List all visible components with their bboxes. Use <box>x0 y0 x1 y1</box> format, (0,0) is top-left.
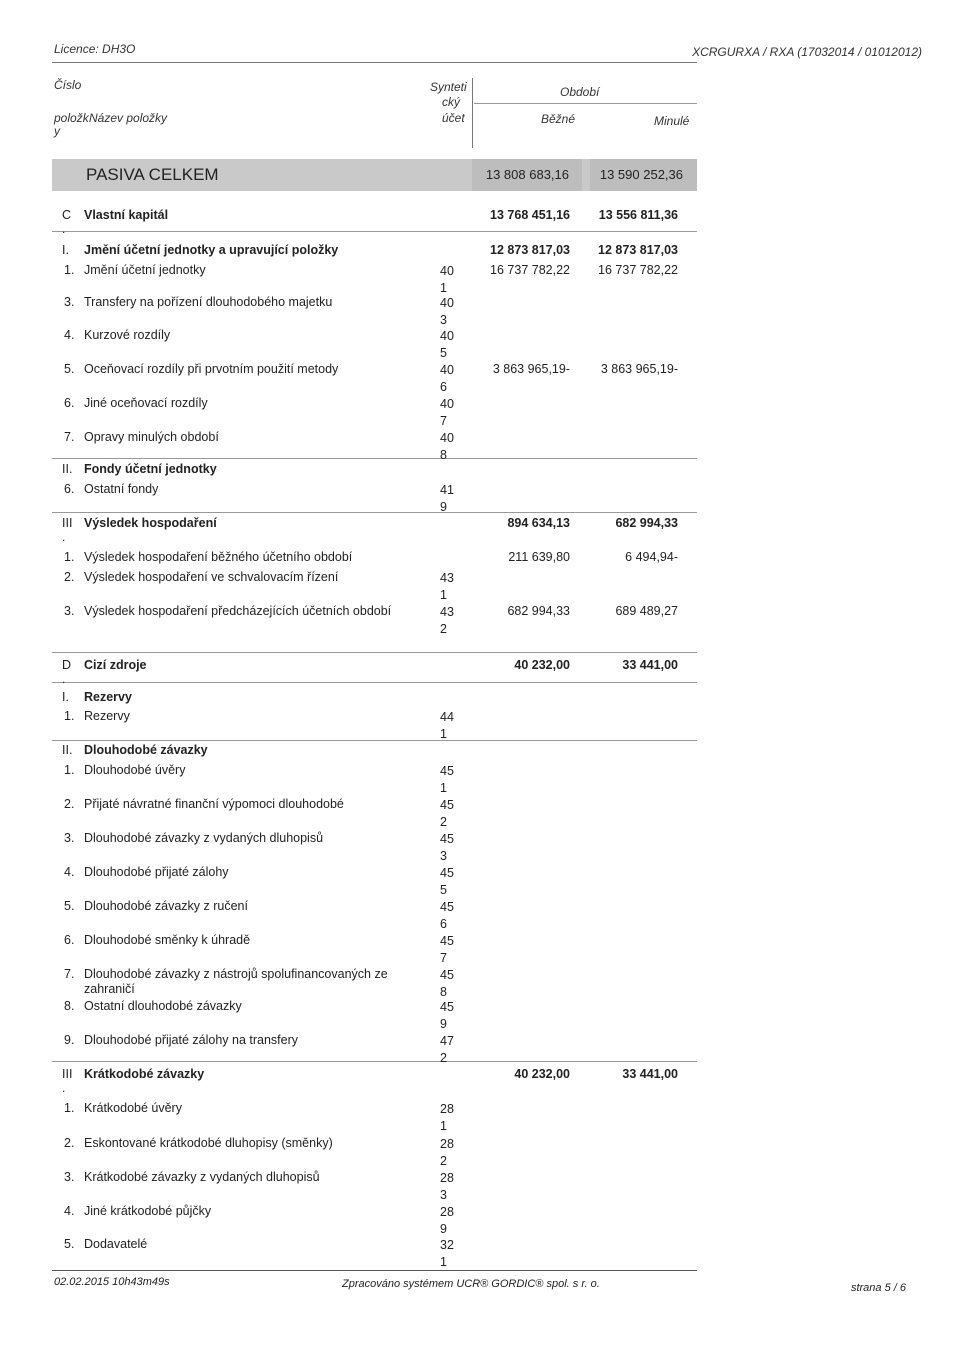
row-roman: III <box>62 1067 73 1081</box>
row-current: 3 863 965,19- <box>492 362 570 376</box>
table-row <box>0 999 960 1031</box>
table-row <box>0 570 960 602</box>
row-previous: 16 737 782,22 <box>598 263 678 277</box>
row-dot: . <box>62 672 66 686</box>
row-name: Jiné krátkodobé půjčky <box>84 1204 212 1218</box>
row-account: 40 6 <box>440 363 454 394</box>
row-account: 45 1 <box>440 764 454 795</box>
col-synteticky-2: cký <box>442 95 460 109</box>
row-number: 5. <box>64 899 75 913</box>
row-account: 28 2 <box>440 1137 454 1168</box>
table-row <box>0 967 960 999</box>
row-current: 12 873 817,03 <box>490 243 570 257</box>
row-account: 40 8 <box>440 431 454 462</box>
col-minule: Minulé <box>654 114 690 128</box>
col-y: y <box>54 124 60 138</box>
row-previous: 33 441,00 <box>622 1067 678 1081</box>
row-name: Opravy minulých období <box>84 430 219 444</box>
row-separator <box>52 512 697 513</box>
table-row <box>0 208 960 236</box>
row-number: 2. <box>64 570 75 584</box>
row-name: Kurzové rozdíly <box>84 328 171 342</box>
table-row <box>0 328 960 360</box>
row-separator <box>52 682 697 683</box>
row-number: 3. <box>64 604 75 618</box>
table-row <box>0 763 960 795</box>
row-account: 28 3 <box>440 1171 454 1202</box>
col-cislo: Číslo <box>54 78 82 92</box>
table-row <box>0 462 960 480</box>
table-row <box>0 516 960 544</box>
col-ucet: účet <box>442 111 465 125</box>
table-row <box>0 797 960 829</box>
row-account: 45 3 <box>440 832 454 863</box>
row-number: 1. <box>64 550 75 564</box>
row-number: 6. <box>64 482 75 496</box>
col-obdobi: Období <box>560 85 600 99</box>
row-name: Výsledek hospodaření předcházejících účetních období <box>84 604 392 618</box>
row-previous: 33 441,00 <box>622 658 678 672</box>
row-account: 45 5 <box>440 866 454 897</box>
row-name: Dlouhodobé přijaté zálohy na transfery <box>84 1033 299 1047</box>
row-separator <box>52 652 697 653</box>
row-current: 211 639,80 <box>508 550 570 564</box>
row-number: 1. <box>64 763 75 777</box>
row-roman: III <box>62 516 73 530</box>
row-name: Krátkodobé závazky <box>84 1067 205 1081</box>
row-name: Výsledek hospodaření ve schvalovacím řízení <box>84 570 339 584</box>
row-number: 1. <box>64 263 75 277</box>
row-number: 7. <box>64 430 75 444</box>
row-separator <box>52 458 697 459</box>
row-current: 40 232,00 <box>514 658 570 672</box>
row-previous: 682 994,33 <box>615 516 678 530</box>
row-name: Jmění účetní jednotky a upravující položky <box>84 243 339 257</box>
row-current: 13 768 451,16 <box>490 208 570 222</box>
row-name: Rezervy <box>84 709 130 723</box>
row-dot: . <box>62 222 66 236</box>
row-name: Cizí zdroje <box>84 658 147 672</box>
col-nazev: Název položky <box>89 111 168 125</box>
table-row <box>0 1204 960 1236</box>
table-row <box>0 865 960 897</box>
row-account: 45 2 <box>440 798 454 829</box>
table-row <box>0 1237 960 1269</box>
total-current: 13 808 683,16 <box>485 167 569 182</box>
row-name: Výsledek hospodaření <box>84 516 217 530</box>
row-name: Přijaté návratné finanční výpomoci dlouhodobé <box>84 797 344 811</box>
table-row <box>0 831 960 863</box>
row-account: 40 5 <box>440 329 454 360</box>
col-synteticky-1: Synteti <box>430 80 467 94</box>
table-row <box>0 396 960 428</box>
row-number: 4. <box>64 1204 75 1218</box>
row-account: 45 7 <box>440 934 454 965</box>
row-name: Dlouhodobé závazky z vydaných dluhopisů <box>84 831 324 845</box>
row-number: 2. <box>64 1136 75 1150</box>
footer-system: Zpracováno systémem UCR® GORDIC® spol. s r. o. <box>342 1278 600 1290</box>
row-name: Jiné oceňovací rozdíly <box>84 396 208 410</box>
row-account: 40 7 <box>440 397 454 428</box>
table-row <box>0 550 960 568</box>
row-roman: C <box>62 208 72 222</box>
table-row <box>0 1033 960 1065</box>
report-reference: XCRGURXA / RXA (17032014 / 01012012) <box>692 45 922 59</box>
row-name: Jmění účetní jednotky <box>84 263 206 277</box>
row-number: 6. <box>64 396 75 410</box>
row-name: Dlouhodobé směnky k úhradě <box>84 933 251 947</box>
table-row <box>0 430 960 462</box>
table-row <box>0 1101 960 1133</box>
row-number: 4. <box>64 328 75 342</box>
row-name: Výsledek hospodaření běžného účetního období <box>84 550 353 564</box>
row-name: Eskontované krátkodobé dluhopisy (směnky) <box>84 1136 333 1150</box>
row-previous: 12 873 817,03 <box>598 243 678 257</box>
row-number: 9. <box>64 1033 75 1047</box>
table-row <box>0 604 960 636</box>
col-bezne: Běžné <box>541 112 576 126</box>
footer-date: 02.02.2015 10h43m49s <box>54 1276 170 1288</box>
table-row <box>0 1170 960 1202</box>
row-name: Krátkodobé závazky z vydaných dluhopisů <box>84 1170 320 1184</box>
row-number: 4. <box>64 865 75 879</box>
row-account: 28 1 <box>440 1102 454 1133</box>
obdobi-rule <box>474 103 697 104</box>
row-previous: 689 489,27 <box>615 604 678 618</box>
row-account: 32 1 <box>440 1238 454 1269</box>
row-account: 41 9 <box>440 483 454 514</box>
row-separator <box>52 740 697 741</box>
row-number: 3. <box>64 1170 75 1184</box>
row-number: 3. <box>64 295 75 309</box>
table-row <box>0 1136 960 1168</box>
row-account: 43 2 <box>440 605 454 636</box>
row-name: Dlouhodobé závazky z ručení <box>84 899 248 913</box>
row-name: Oceňovací rozdíly při prvotním použití metody <box>84 362 339 376</box>
row-account: 47 2 <box>440 1034 454 1065</box>
row-number: 5. <box>64 1237 75 1251</box>
row-current: 682 994,33 <box>507 604 570 618</box>
row-account: 45 8 <box>440 968 454 999</box>
table-row <box>0 709 960 741</box>
total-previous: 13 590 252,36 <box>599 167 683 182</box>
total-label: PASIVA CELKEM <box>86 165 219 184</box>
header-rule <box>52 62 697 63</box>
row-name: Ostatní fondy <box>84 482 159 496</box>
row-number: 8. <box>64 999 75 1013</box>
row-number: 3. <box>64 831 75 845</box>
table-row <box>0 362 960 394</box>
row-name: Fondy účetní jednotky <box>84 462 217 476</box>
table-row <box>0 933 960 965</box>
row-roman: II. <box>62 743 73 757</box>
table-row <box>0 1067 960 1095</box>
row-name: Dlouhodobé úvěry <box>84 763 186 777</box>
table-row <box>0 690 960 708</box>
row-account: 44 1 <box>440 710 454 741</box>
row-previous: 3 863 965,19- <box>600 362 678 376</box>
row-previous: 13 556 811,36 <box>598 208 678 222</box>
row-name: Transfery na pořízení dlouhodobého majetku <box>84 295 333 309</box>
row-name-continued: zahraničí <box>84 982 135 996</box>
footer-rule <box>52 1270 697 1271</box>
total-bar <box>52 159 697 191</box>
row-number: 2. <box>64 797 75 811</box>
row-name: Krátkodobé úvěry <box>84 1101 182 1115</box>
row-account: 28 9 <box>440 1205 454 1236</box>
row-account: 45 9 <box>440 1000 454 1031</box>
row-dot: . <box>62 530 66 544</box>
row-name: Rezervy <box>84 690 132 704</box>
row-number: 5. <box>64 362 75 376</box>
row-roman: II. <box>62 462 73 476</box>
row-account: 40 1 <box>440 264 454 295</box>
row-dot: . <box>62 1081 66 1095</box>
row-current: 16 737 782,22 <box>490 263 570 277</box>
row-roman: I. <box>62 243 69 257</box>
table-row <box>0 899 960 931</box>
row-account: 40 3 <box>440 296 454 327</box>
row-name: Dlouhodobé závazky z nástrojů spolufinancovaných ze <box>84 967 388 981</box>
col-polozk: položk <box>54 111 89 125</box>
row-name: Ostatní dlouhodobé závazky <box>84 999 242 1013</box>
row-roman: I. <box>62 690 69 704</box>
row-number: 7. <box>64 967 75 981</box>
licence-label: Licence: DH3O <box>54 42 136 56</box>
row-previous: 6 494,94- <box>625 550 678 564</box>
table-row <box>0 482 960 514</box>
row-number: 1. <box>64 709 75 723</box>
row-account: 43 1 <box>440 571 454 602</box>
row-account: 45 6 <box>440 900 454 931</box>
row-name: Dodavatelé <box>84 1237 148 1251</box>
row-roman: D <box>62 658 72 672</box>
row-number: 6. <box>64 933 75 947</box>
table-row <box>0 743 960 761</box>
col-divider <box>472 78 473 148</box>
row-current: 894 634,13 <box>507 516 570 530</box>
row-separator <box>52 231 697 232</box>
table-row <box>0 295 960 327</box>
row-separator <box>52 1061 697 1062</box>
row-current: 40 232,00 <box>514 1067 570 1081</box>
row-name: Dlouhodobé závazky <box>84 743 208 757</box>
table-row <box>0 263 960 295</box>
footer-page: strana 5 / 6 <box>850 1282 906 1294</box>
table-row <box>0 243 960 261</box>
row-name: Dlouhodobé přijaté zálohy <box>84 865 229 879</box>
row-name: Vlastní kapitál <box>84 208 169 222</box>
row-number: 1. <box>64 1101 75 1115</box>
table-row <box>0 658 960 686</box>
